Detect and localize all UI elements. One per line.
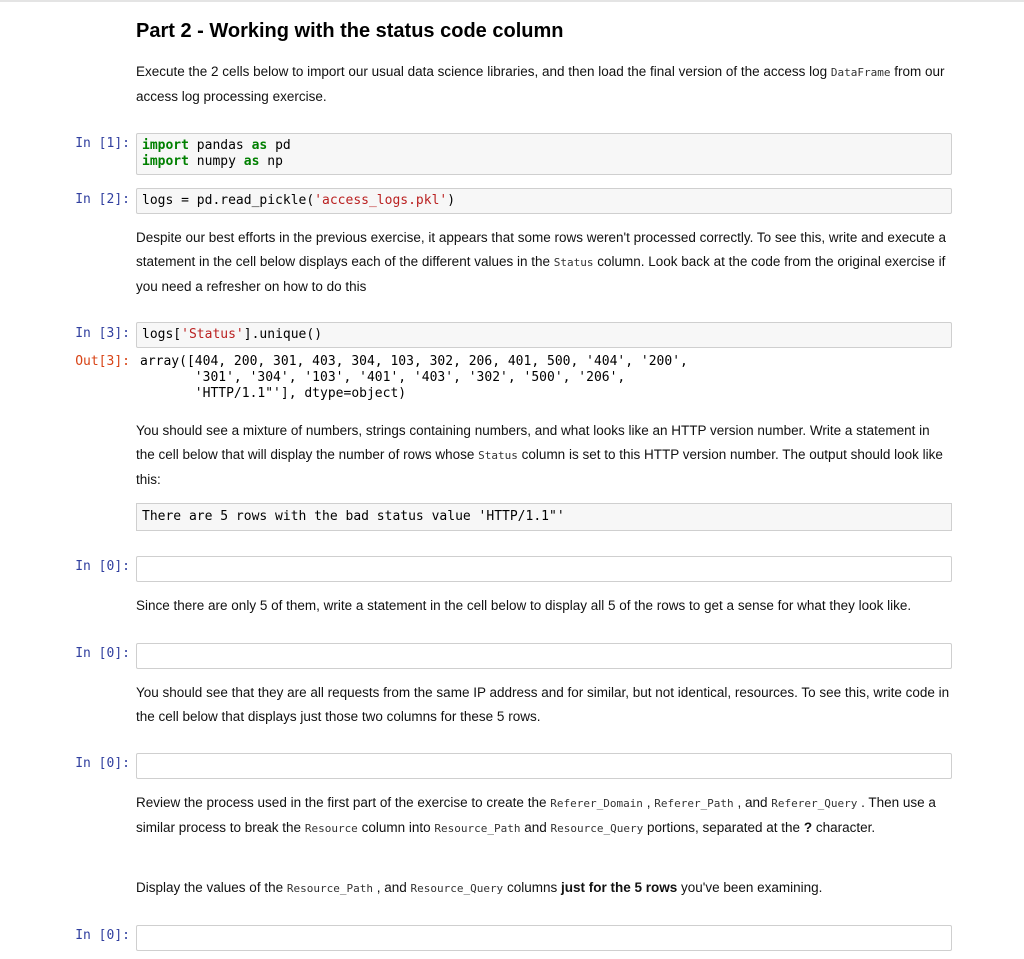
instruction-text-http: You should see a mixture of numbers, strings containing numbers, and what looks like an HTTP version number. Write a statement in the cell below that will display the number of rows whose Status column is set to this HTTP version number. The output should look like this:: [136, 423, 943, 487]
cell-4-prompt: In [0]:: [75, 559, 130, 574]
intro-text: Execute the 2 cells below to import our usual data science libraries, and then load the final version of the access log DataFrame from our access log processing exercise.: [136, 64, 945, 104]
instruction-text-show-rows: Since there are only 5 of them, write a statement in the cell below to display all 5 of the rows to get a sense for what they look like.: [136, 598, 912, 613]
cell-2-code[interactable]: logs = pd.read_pickle('access_logs.pkl'): [136, 188, 952, 214]
cell-7-prompt: In [0]:: [75, 928, 130, 943]
instruction-text-status: Despite our best efforts in the previous exercise, it appears that some rows weren't processed correctly. To see this, write and execute a statement in the cell below displays each of the different values in the Status column. Look back at the code from the original exercise if you need a refresher on how to do this: [136, 230, 946, 294]
cell-6-prompt: In [0]:: [75, 756, 130, 771]
instruction-text-display-values: Display the values of the Resource_Path , and Resource_Query columns just for the 5 rows you've been examining.: [136, 880, 823, 895]
sample-output-block: There are 5 rows with the bad status value 'HTTP/1.1"': [136, 503, 952, 531]
cell-2-prompt: In [2]:: [75, 192, 130, 207]
instruction-text-two-columns: You should see that they are all requests from the same IP address and for similar, but not identical, resources. To see this, write code in the cell below that displays just those two columns for these 5 rows.: [136, 685, 950, 724]
instruction-text-resource-split: Review the process used in the first part of the exercise to create the Referer_Domain , Referer_Path , and Referer_Query . Then use a similar process to break the Resource column into Resource_Path and Resource_Query portions, separated at the ? character.: [136, 795, 936, 835]
cell-5-prompt: In [0]:: [75, 646, 130, 661]
cell-3-prompt: In [3]:: [75, 326, 130, 341]
cell-4-input[interactable]: [136, 556, 952, 582]
cell-3-output: array([404, 200, 301, 403, 304, 103, 302, 206, 401, 500, '404', '200', '301', '304', '103', '401', '403', '302', '500', '206', 'HTTP/1.1"'], dtype=object): [140, 354, 688, 401]
cell-6-input[interactable]: [136, 753, 952, 779]
cell-1-prompt: In [1]:: [75, 136, 130, 151]
cell-5-input[interactable]: [136, 643, 952, 669]
cell-3-code[interactable]: logs['Status'].unique(): [136, 322, 952, 348]
cell-3-output-prompt: Out[3]:: [75, 354, 130, 369]
cell-7-input[interactable]: [136, 925, 952, 951]
page-title: Part 2 - Working with the status code column: [136, 20, 564, 42]
cell-1-code[interactable]: import pandas as pd import numpy as np: [136, 133, 952, 175]
top-border: [0, 0, 1024, 2]
